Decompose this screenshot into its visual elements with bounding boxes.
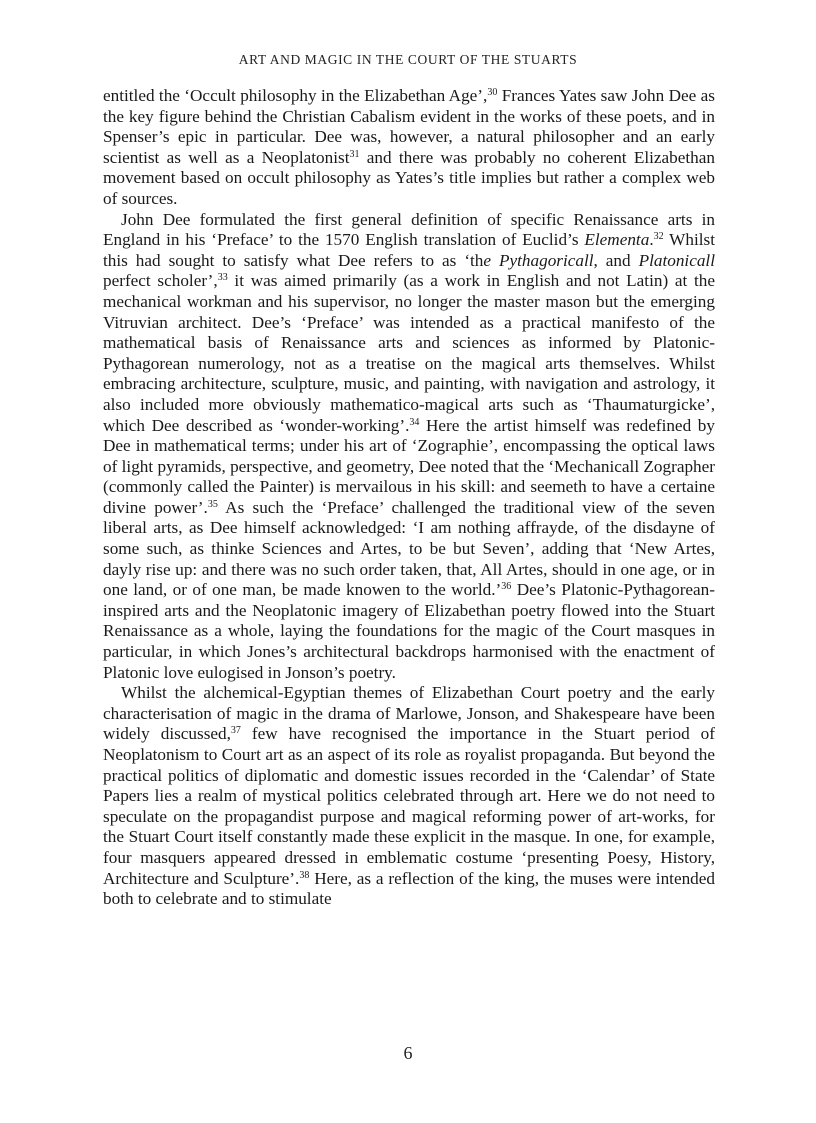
text-run: perfect scholer’,: [103, 271, 218, 291]
text-run: Whilst this had sought to satisfy what Dee refers to as ‘th: [103, 230, 715, 270]
footnote-ref: 36: [501, 581, 512, 593]
text-run: and there was probably no coherent Elizabethan movement based on occult philosophy as Yates’s title implies but rather a complex web of sources.: [103, 147, 715, 208]
text-run: few have recognised the importance in the Stuart period of Neoplatonism to Court art as an aspect of its role as royalist propaganda. But beyond the practical politics of diplomatic and domestic issues recorded in the ‘Calendar’ of State Papers lies a realm of mystical politics celebrated through art. Here we do not need to speculate on the propagandist purpose and magical reforming power of art-works, for the Stuart Court itself constantly made these explicit in the masque. In one, for example, four masquers appeared dressed in emblematic costume ‘presenting Poesy, History, Architecture and Sculpture’.: [103, 724, 715, 888]
paragraph: [103, 683, 715, 910]
text-run: John Dee formulated the first general definition of specific Renaissance arts in England in his ‘Preface’ to the 1570 English translation of Euclid’s: [103, 209, 715, 250]
footnote-ref: 37: [230, 725, 241, 737]
text-run: Here the artist himself was redefined by Dee in mathematical terms; under his art of ‘Zographie’, encompassing the optical laws of light pyramids, perspective, and geometry, Dee noted that the ‘Mechanicall Zographer (commonly called the Painter) is mervailous in his skill: and seemeth to have a certaine divine power’.: [103, 415, 715, 517]
text-run: Frances Yates saw John Dee as the key figure behind the Christian Cabalism evident in the works of these poets, and in Spenser’s epic in particular. Dee was, however, a natural philosopher and an early scientist as well as a Neoplatonist: [103, 86, 715, 167]
footnote-ref: 33: [217, 272, 228, 284]
italic-text: e Pythagoricall: [483, 250, 594, 270]
text-run: it was aimed primarily (as a work in English and not Latin) at the mechanical workman and his supervisor, no longer the master mason but the emerging Vitruvian architect. Dee’s ‘Preface’ was intended as a practical manifesto of the mathematical basis of Renaissance arts and sciences as informed by Platonic-Pythagorean numerology, not as a treatise on the magical arts themselves. Whilst embracing architecture, sculpture, music, and painting, with navigation and astrology, it also included more obviously mathematico-magical arts such as ‘Thaumaturgicke’, which Dee described as ‘wonder-working’.: [103, 271, 715, 435]
body-text: [103, 86, 715, 910]
text-run: Here, as a reflection of the king, the muses were intended both to celebrate and to stimulate: [103, 868, 715, 909]
text-run: .: [649, 230, 654, 250]
italic-text: Platonicall: [638, 250, 715, 270]
paragraph: [103, 210, 715, 684]
footnote-ref: 32: [653, 231, 664, 243]
text-run: Whilst the alchemical-Egyptian themes of Elizabethan Court poetry and the early characterisation of magic in the drama of Marlowe, Jonson, and Shakespeare have been widely discussed,: [103, 683, 715, 744]
page-number: 6: [403, 1043, 413, 1063]
footnote-ref: 31: [349, 148, 360, 160]
paragraph: [103, 86, 715, 210]
text-run: , and: [593, 250, 639, 270]
text-run: Dee’s Platonic-Pythagorean-inspired arts and the Neoplatonic imagery of Elizabethan poetry flowed into the Stuart Renaissance as a whole, laying the foundations for the magic of the Court masques in particular, in which Jones’s architectural backdrops harmonised with the enactment of Platonic love eulogised in Jonson’s poetry.: [103, 580, 715, 682]
footnote-ref: 38: [299, 869, 310, 881]
italic-text: Elementa: [584, 230, 650, 250]
running-head: ART AND MAGIC IN THE COURT OF THE STUARTS: [238, 52, 578, 67]
text-run: As such the ‘Preface’ challenged the traditional view of the seven liberal arts, as Dee himself acknowledged: ‘I am nothing affrayde, of the disdayne of some such, as thinke Sciences and Artes, to be but Seven’, adding that ‘New Artes, dayly rise up: and there was no such order taken, that, All Artes, should in one age, or in one land, or of one man, be made knowen to the world.’: [103, 497, 716, 600]
footnote-ref: 30: [487, 87, 498, 98]
footnote-ref: 34: [409, 416, 420, 428]
text-run: entitled the ‘Occult philosophy in the Elizabethan Age’,: [103, 86, 488, 105]
footnote-ref: 35: [207, 498, 218, 510]
